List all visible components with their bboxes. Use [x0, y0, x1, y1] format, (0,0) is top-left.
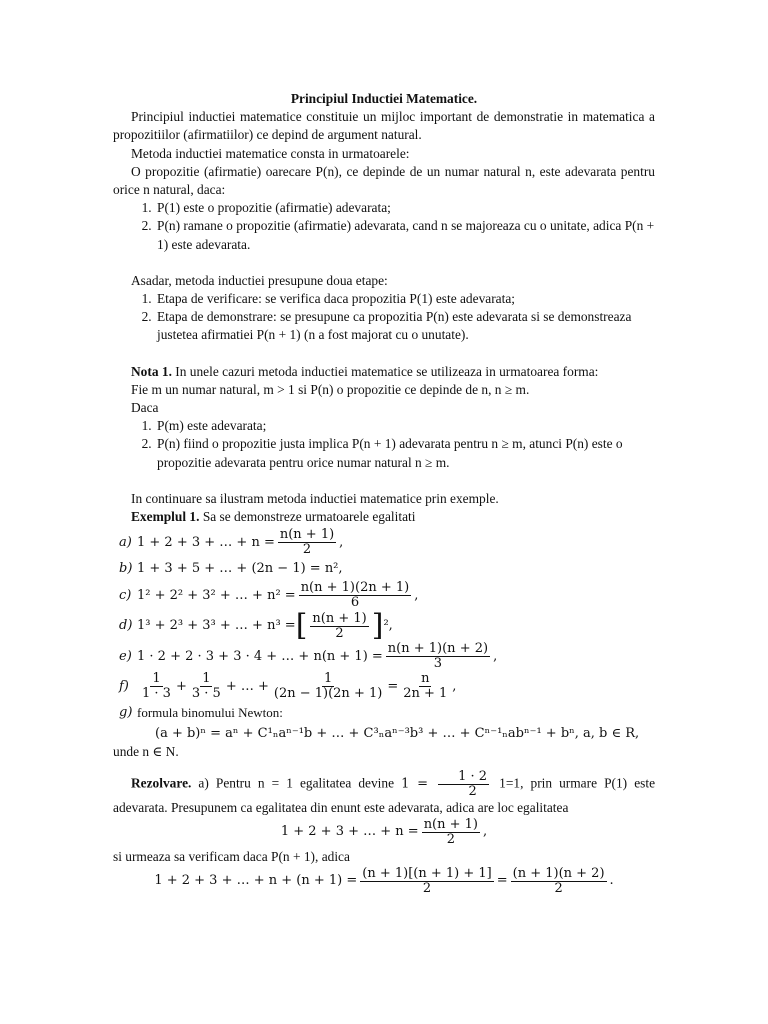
list-item: 2. P(n) ramane o propozitie (afirmatie) adevarata, cand n se majoreaza cu o unitate, adica P(n + 1) este adevarata.: [155, 217, 655, 253]
method-intro: Metoda inductiei matematice consta in urmatoarele:: [131, 145, 410, 161]
fraction: $\frac{n(n + 1)(2n + 1)}{6}$: [300, 580, 410, 611]
conditions-list: [113, 199, 655, 254]
fraction: $\frac{1}{1 \cdot 3}$: [142, 671, 171, 702]
equation-assumption: 1 + 2 + 3 + … + n = $\frac{n(n + 1)}{2}$ ,: [280, 816, 488, 847]
proposition-paragraph: O propozitie (afirmatie) oarecare P(n), ce depinde de un numar natural n, este adevarata pentru orice n natural, daca:: [113, 163, 655, 198]
binomial-formula: (a + b)ⁿ = aⁿ + C¹ₙaⁿ⁻¹b + … + C³ₙaⁿ⁻³b³ + … + Cⁿ⁻¹ₙabⁿ⁻¹ + bⁿ, a, b ∈ R,: [155, 726, 640, 742]
document-page: [113, 90, 655, 897]
fraction: $\frac{1}{(2n - 1)(2n + 1)}$: [273, 671, 383, 702]
equation-c: c) 1² + 2² + 3² + … + n² = $\frac{n(n + 1)(2n + 1)}{6}$ ,: [119, 580, 419, 611]
verify-line: si urmeaza sa verificam daca P(n + 1), adica: [113, 848, 350, 864]
fraction: $\frac{n(n + 1)(n + 2)}{3}$: [387, 641, 489, 672]
equation-d: d) 1³ + 2³ + 3³ + … + n³ = [ $\frac{n(n + 1)}{2}$ ] ²,: [119, 608, 393, 644]
rezolvare-paragraph: Rezolvare. a) Pentru n = 1 egalitatea devine 1 = $\frac{1 \cdot 2}{2}$ 1=1, prin urmare P(1) este adevarata. Presupunem ca egalitatea din enunt este adevarata, adica are loc egalitatea: [113, 768, 656, 815]
exemplul-heading: [113, 508, 655, 526]
fraction: $\frac{n(n + 1)}{2}$: [312, 610, 367, 641]
list-item: 1. P(m) este adevarata;: [155, 417, 655, 435]
fraction: $\frac{1 \cdot 2}{2}$: [438, 770, 489, 799]
equation-a: a) 1 + 2 + 3 + … + n = $\frac{n(n + 1)}{2}$ ,: [119, 527, 344, 558]
fraction: $\frac{1}{3 \cdot 5}$: [191, 671, 221, 702]
equation-f: f) $\frac{1}{1 \cdot 3}$ + $\frac{1}{3 \cdot 5}$ + … + $\frac{1}{(2n - 1)(2n + 1)}$ = $\frac{n}{2n + 1}$ ,: [119, 671, 457, 702]
nota-daca: Daca: [131, 400, 159, 416]
equation-b: b) 1 + 3 + 5 + … + (2n − 1) = n²,: [119, 561, 343, 577]
page-title: Principiul Inductiei Matematice.: [290, 91, 478, 106]
list-item: 1. P(1) este o propozitie (afirmatie) adevarata;: [155, 199, 655, 217]
list-item: 2. P(n) fiind o propozitie justa implica P(n + 1) adevarata pentru n ≥ m, atunci P(n) este o propozitie adevarata pentru orice numar natural n ≥ m.: [155, 435, 655, 471]
intro-paragraph: Principiul inductiei matematice constituie un mijloc important de demonstratie in matematica a propozitiilor (afirmatiilor) ce depind de argument natural.: [113, 109, 655, 143]
fraction: $\frac{n(n + 1)}{2}$: [279, 527, 335, 558]
fraction: $\frac{n}{2n + 1}$: [403, 671, 448, 702]
fraction: $\frac{n(n + 1)}{2}$: [423, 816, 479, 847]
equation-e: e) 1 · 2 + 2 · 3 + 3 · 4 + … + n(n + 1) = $\frac{n(n + 1)(n + 2)}{3}$ ,: [119, 641, 498, 672]
nota-paragraph: [113, 363, 655, 381]
exemplul-label: Exemplul 1.: [131, 509, 200, 525]
exemplul-text: Sa se demonstreze urmatoarele egalitati: [202, 509, 416, 525]
list-item: 1. Etapa de verificare: se verifica daca propozitia P(1) este adevarata;: [155, 290, 655, 308]
equation-induction-step: 1 + 2 + 3 + … + n + (n + 1) = $\frac{(n + 1)[(n + 1) + 1]}{2}$ = $\frac{(n + 1)(n + 2)}{2}$ .: [154, 866, 614, 897]
nota-text: In unele cazuri metoda inductiei matematice se utilizeaza in urmatoarea forma:: [175, 363, 599, 379]
list-item: 2. Etapa de demonstrare: se presupune ca propozitia P(n) este adevarata si se demonstreaza justetea afirmatiei P(n + 1) (n a fost majorat cu o unutate).: [155, 308, 655, 344]
continuare-paragraph: In continuare sa ilustram metoda inductiei matematice prin exemple.: [131, 490, 499, 506]
equation-g: g) formula binomului Newton:: [119, 705, 283, 721]
stages-list: [113, 290, 655, 345]
rezolvare-label: Rezolvare.: [131, 775, 192, 791]
unde-line: unde n ∈ N.: [113, 744, 179, 760]
nota-label: Nota 1.: [131, 363, 172, 379]
fraction: $\frac{(n + 1)[(n + 1) + 1]}{2}$: [362, 866, 492, 897]
equations-block: [113, 528, 655, 743]
nota-list: [113, 417, 655, 472]
fraction: $\frac{(n + 1)(n + 2)}{2}$: [512, 866, 605, 897]
nota-fie: Fie m un numar natural, m > 1 si P(n) o propozitie ce depinde de n, n ≥ m.: [131, 381, 530, 397]
stages-intro: Asadar, metoda inductiei presupune doua etape:: [131, 272, 388, 288]
